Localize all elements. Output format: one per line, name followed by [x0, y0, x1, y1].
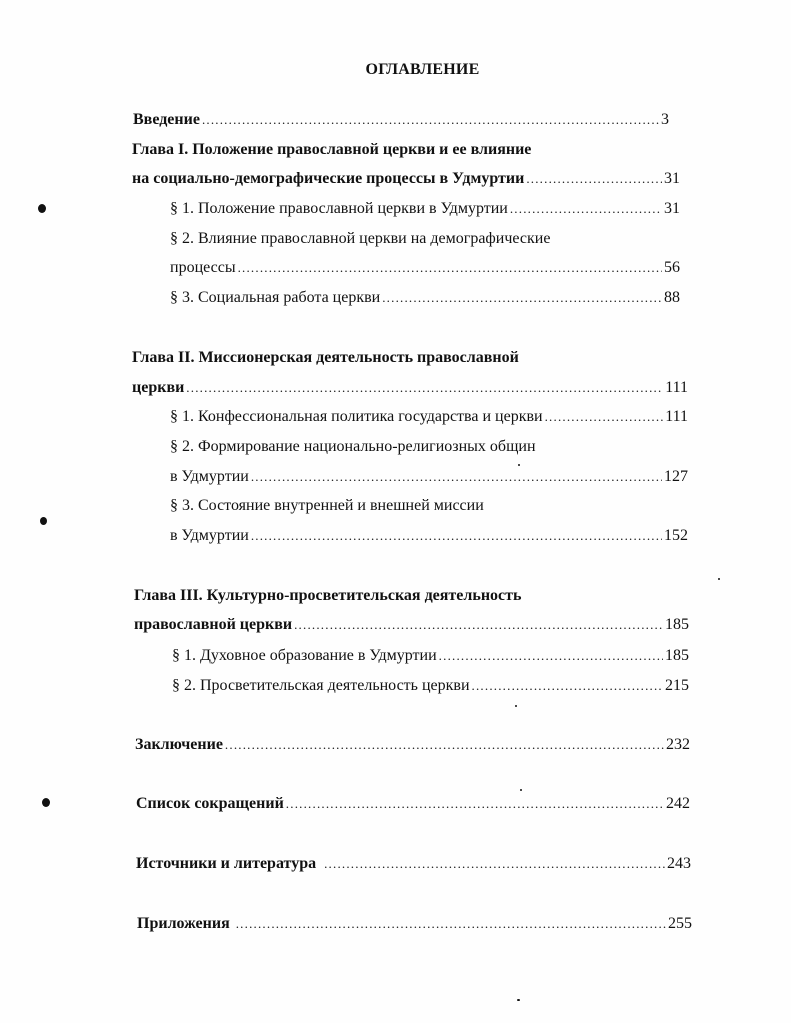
chapter2-heading-line1: Глава II. Миссионерская деятельность православной	[132, 349, 519, 366]
leader-dots	[225, 734, 664, 756]
chapter2-section2-line1: § 2. Формирование национально-религиозных общин	[170, 438, 536, 455]
leader-dots	[545, 406, 664, 428]
toc-page-number: 31	[664, 170, 680, 187]
toc-page-number: 56	[664, 259, 680, 276]
toc-page-number: 232	[666, 736, 690, 753]
toc-entry-label: церкви	[132, 379, 185, 396]
toc-page-number: 111	[665, 379, 688, 396]
toc-entry-chapter1	[132, 168, 680, 190]
toc-entry-label: Введение	[133, 111, 200, 128]
leader-dots	[472, 675, 663, 697]
leader-dots	[202, 109, 659, 131]
toc-entry-label: § 2. Просветительская деятельность церкви	[172, 677, 470, 694]
toc-entry-conclusion	[135, 734, 690, 756]
toc-page-number: 185	[665, 616, 689, 633]
toc-entry-sources	[136, 853, 691, 875]
chapter1-heading-line1: Глава I. Положение православной церкви и ее влияние	[132, 141, 532, 158]
toc-page-number: 3	[661, 111, 669, 128]
toc-page-number: 111	[665, 408, 688, 425]
scan-hole-mark	[42, 798, 50, 807]
toc-entry-label: Заключение	[135, 736, 223, 753]
scan-hole-mark	[38, 204, 46, 213]
toc-entry-chapter2-section1	[170, 406, 688, 428]
toc-entry-label: § 1. Духовное образование в Удмуртии	[172, 647, 437, 664]
leader-dots	[251, 525, 662, 547]
leader-dots	[510, 198, 662, 220]
chapter3-heading-line1: Глава III. Культурно-просветительская деятельность	[134, 587, 522, 604]
leader-dots	[526, 168, 662, 190]
toc-page-number: 255	[668, 915, 692, 932]
toc-entry-label: на социально-демографические процессы в Удмуртии	[132, 170, 525, 187]
chapter1-section2-line1: § 2. Влияние православной церкви на демографические	[170, 230, 551, 247]
toc-entry-chapter3-section2	[172, 675, 689, 697]
toc-entry-chapter2	[132, 377, 688, 399]
leader-dots	[324, 853, 665, 875]
toc-entry-label: в Удмуртии	[170, 468, 249, 485]
toc-entry-label: § 1. Конфессиональная политика государства и церкви	[170, 408, 543, 425]
toc-page-number: 243	[667, 855, 691, 872]
toc-entry-label: Список сокращений	[136, 795, 284, 812]
leader-dots	[238, 257, 662, 279]
toc-entry-chapter2-section3	[170, 525, 688, 547]
scan-hole-mark	[40, 517, 47, 525]
toc-entry-label: Источники и литература	[136, 855, 317, 872]
scan-speck	[520, 789, 522, 791]
scan-speck	[517, 999, 520, 1001]
leader-dots	[251, 466, 662, 488]
leader-dots	[236, 913, 666, 935]
toc-page-number: 31	[664, 200, 680, 217]
leader-dots	[439, 645, 663, 667]
toc-entry-chapter3-section1	[172, 645, 689, 667]
toc-entry-chapter3	[134, 614, 689, 636]
toc-entry-label: в Удмуртии	[170, 527, 249, 544]
scan-speck	[518, 464, 520, 466]
toc-page-number: 88	[664, 289, 680, 306]
scan-speck	[515, 705, 517, 707]
toc-entry-chapter2-section2	[170, 466, 688, 488]
toc-page-number: 215	[665, 677, 689, 694]
toc-entry-chapter1-section3	[170, 287, 680, 309]
toc-entry-label: православной церкви	[134, 616, 293, 633]
toc-entry-abbreviations	[136, 793, 690, 815]
chapter2-section3-line1: § 3. Состояние внутренней и внешней миссии	[170, 497, 484, 514]
toc-title: ОГЛАВЛЕНИЕ	[365, 61, 480, 78]
leader-dots	[286, 793, 664, 815]
toc-page-number: 185	[665, 647, 689, 664]
toc-entry-chapter1-section1	[170, 198, 680, 220]
toc-entry-appendices	[137, 913, 692, 935]
toc-page-number: 152	[664, 527, 688, 544]
toc-page-number: 127	[664, 468, 688, 485]
leader-dots	[382, 287, 662, 309]
leader-dots	[186, 377, 663, 399]
toc-page-number: 242	[666, 795, 690, 812]
toc-entry-label: § 1. Положение православной церкви в Удмуртии	[170, 200, 508, 217]
toc-entry-label: § 3. Социальная работа церкви	[170, 289, 381, 306]
toc-entry-intro	[133, 109, 669, 131]
leader-dots	[294, 614, 663, 636]
toc-entry-label: процессы	[170, 259, 236, 276]
toc-entry-label: Приложения	[137, 915, 230, 932]
scan-speck	[718, 578, 720, 580]
toc-entry-chapter1-section2	[170, 257, 680, 279]
